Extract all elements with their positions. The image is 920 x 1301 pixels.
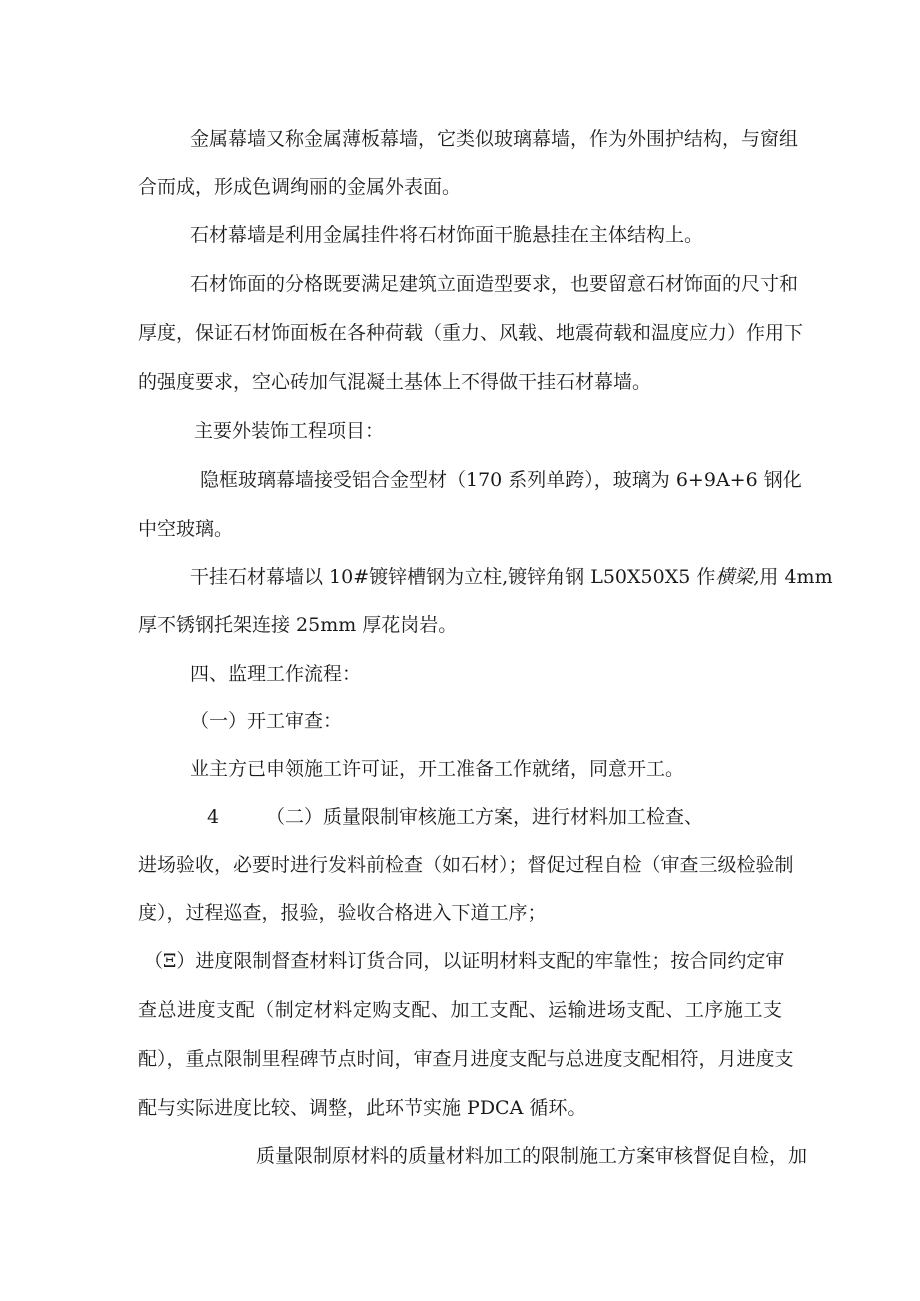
paragraph-dry-hang-line2: 厚不锈钢托架连接 25mm 厚花岗岩。: [138, 614, 458, 636]
paragraph-schedule-line1: （Ξ）进度限制督查材料订货合同，以证明材料支配的牢靠性；按合同约定审: [144, 950, 785, 972]
paragraph-stone-facing-line2: 厚度，保证石材饰面板在各种荷载（重力、风载、地震荷载和温度应力）作用下: [138, 322, 804, 344]
paragraph-hidden-frame-line2: 中空玻璃。: [138, 518, 234, 540]
heading-section-four: 四、监理工作流程：: [190, 663, 362, 685]
paragraph-quality-line2: 进场验收，必要时进行发料前检查（如石材）；督促过程自检（审查三级检验制: [138, 854, 794, 876]
dry-hang-text-c: 用 4mm: [759, 566, 833, 588]
paragraph-hidden-frame-line1: 隐框玻璃幕墙接受铝合金型材（170 系列单跨），玻璃为 6+9A+6 钢化: [200, 469, 802, 491]
paragraph-schedule-line2: 查总进度支配（制定材料定购支配、加工支配、运输进场支配、工序施工支: [138, 999, 782, 1021]
paragraph-metal-curtain-line1: 金属幕墙又称金属薄板幕墙，它类似玻璃幕墙，作为外围护结构，与窗组: [190, 128, 799, 150]
dry-hang-text-a: 干挂石材幕墙以 10#镀锌槽钢为立柱,镀锌角钢 L50X50X5 作: [190, 566, 716, 588]
heading-main-projects: 主要外装饰工程项目：: [194, 420, 385, 442]
paragraph-schedule-line3: 配），重点限制里程碑节点时间，审查月进度支配与总进度支配相符，月进度支: [138, 1048, 794, 1070]
dry-hang-text-italic: 横梁,: [715, 566, 760, 588]
paragraph-schedule-line4: 配与实际进度比较、调整，此环节实施 PDCA 循环。: [138, 1097, 587, 1119]
paragraph-stone-curtain: 石材幕墙是利用金属挂件将石材饰面干脆悬挂在主体结构上。: [190, 224, 704, 246]
paragraph-permit: 业主方已申领施工许可证，开工准备工作就绪，同意开工。: [190, 758, 685, 780]
paragraph-quality-line3: 度），过程巡查，报验，验收合格进入下道工序；: [138, 902, 547, 924]
paragraph-dry-hang-line1: [190, 564, 833, 590]
paragraph-quality-control: 质量限制原材料的质量材料加工的限制施工方案审核督促自检，加: [256, 1145, 808, 1167]
paragraph-stone-facing-line1: 石材饰面的分格既要满足建筑立面造型要求，也要留意石材饰面的尺寸和: [190, 273, 799, 295]
page-number: 4: [207, 806, 220, 828]
paragraph-stone-facing-line3: 的强度要求，空心砖加气混凝土基体上不得做干挂石材幕墙。: [138, 371, 652, 393]
paragraph-metal-curtain-line2: 合而成，形成色调绚丽的金属外表面。: [138, 176, 462, 198]
heading-start-review: （一）开工审查：: [190, 710, 343, 732]
paragraph-quality-line1: （二）质量限制审核施工方案，进行材料加工检查、: [266, 806, 704, 828]
